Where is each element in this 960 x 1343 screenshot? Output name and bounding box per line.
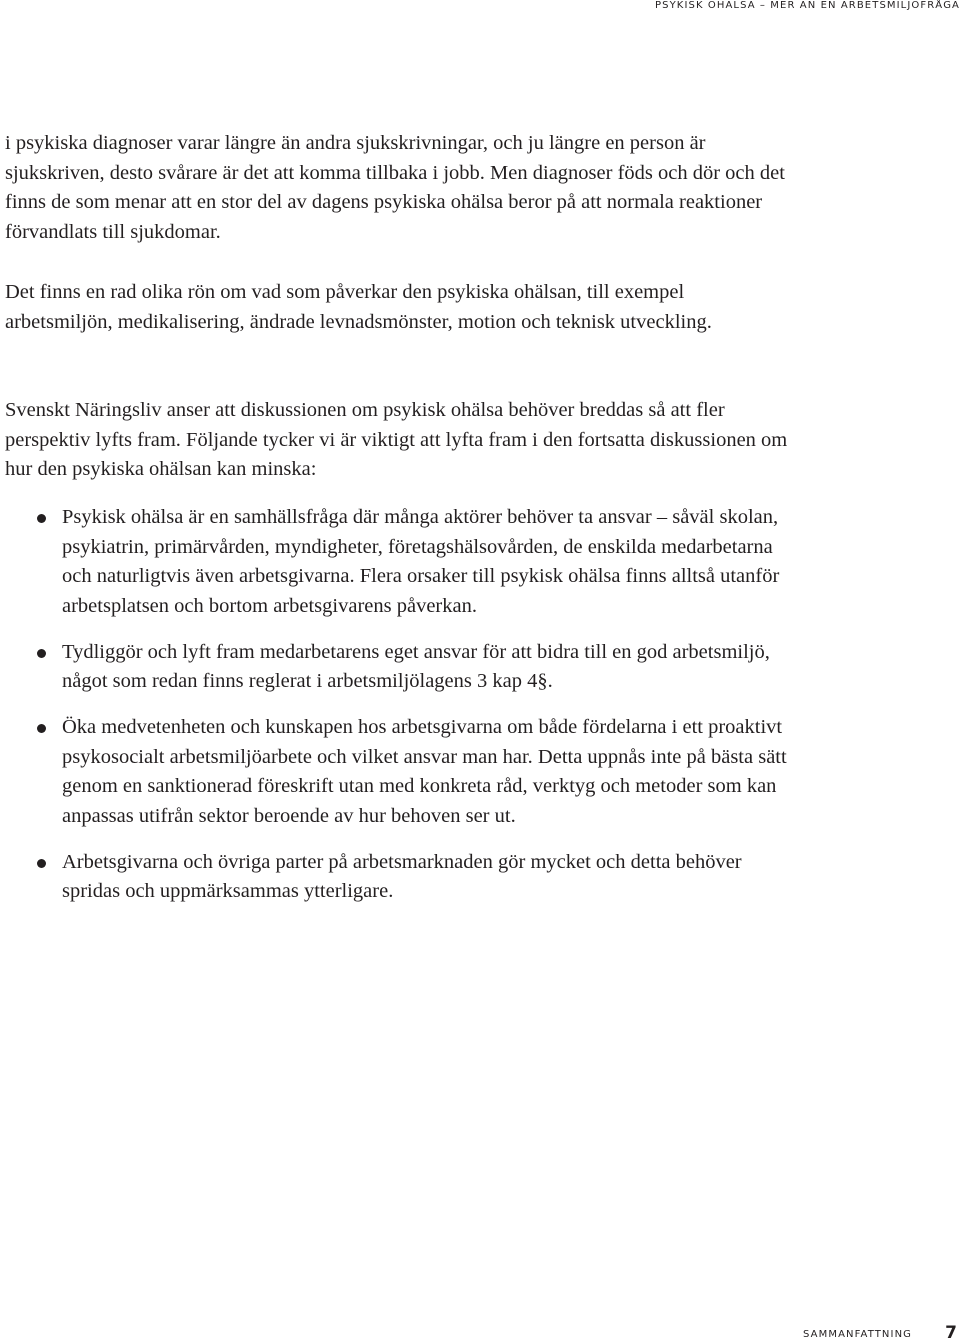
list-item-text: Öka medvetenheten och kunskapen hos arbetsgivarna om både fördelarna i ett proaktivt psykosocialt arbetsmiljöarbete och vilket ansvar man har. Detta uppnås inte på bästa sätt genom en sanktionerad föreskrift utan med konkreta råd, verktyg och metoder som kan anpassas utifrån sektor beroende av hur behoven ser ut. [62, 715, 787, 827]
body-paragraph-2: Det finns en rad olika rön om vad som påverkar den psykiska ohälsan, till exempel arbetsmiljön, medikalisering, ändrade levnadsmönster, motion och teknisk utveckling. [5, 281, 712, 333]
running-header: PSYKISK OHÄLSA – MER ÄN EN ARBETSMILJÖFRÅGA [655, 0, 960, 11]
recommendation-list [37, 503, 797, 923]
footer-section-label: SAMMANFATTNING [803, 1329, 912, 1340]
bullet-icon [37, 859, 46, 868]
body-paragraph-3: Svenskt Näringsliv anser att diskussionen om psykisk ohälsa behöver breddas så att fler perspektiv lyfts fram. Följande tycker vi är viktigt att lyfta fram i den fortsatta diskussionen om hur den psykiska ohälsan kan minska: [5, 399, 788, 481]
list-item [37, 503, 797, 621]
list-item-text: Arbetsgivarna och övriga parter på arbetsmarknaden gör mycket och detta behöver spridas och uppmärksammas ytterligare. [62, 850, 742, 903]
bullet-icon [37, 724, 46, 733]
list-item-text: Psykisk ohälsa är en samhällsfråga där många aktörer behöver ta ansvar – såväl skolan, psykiatrin, primärvården, myndigheter, företagshälsovården, de enskilda medarbetarna och naturligtvis även arbetsgivarna. Flera orsaker till psykisk ohälsa finns alltså utanför arbetsplatsen och bortom arbetsgivarens påverkan. [62, 506, 780, 617]
list-item [37, 713, 797, 831]
list-item-text: Tydliggör och lyft fram medarbetarens eget ansvar för att bidra till en god arbetsmiljö, något som redan finns reglerat i arbetsmiljölagens 3 kap 4§. [62, 640, 770, 693]
list-item [37, 638, 797, 697]
page-number: 7 [945, 1323, 957, 1343]
list-item [37, 848, 797, 907]
bullet-icon [37, 649, 46, 658]
bullet-icon [37, 514, 46, 523]
body-paragraph-1: i psykiska diagnoser varar längre än andra sjukskrivningar, och ju längre en person är sjukskriven, desto svårare är det att komma tillbaka i jobb. Men diagnoser föds och dör och det finns de som menar att en stor del av dagens psykiska ohälsa beror på att normala reaktioner förvandlats till sjukdomar. [5, 132, 785, 243]
